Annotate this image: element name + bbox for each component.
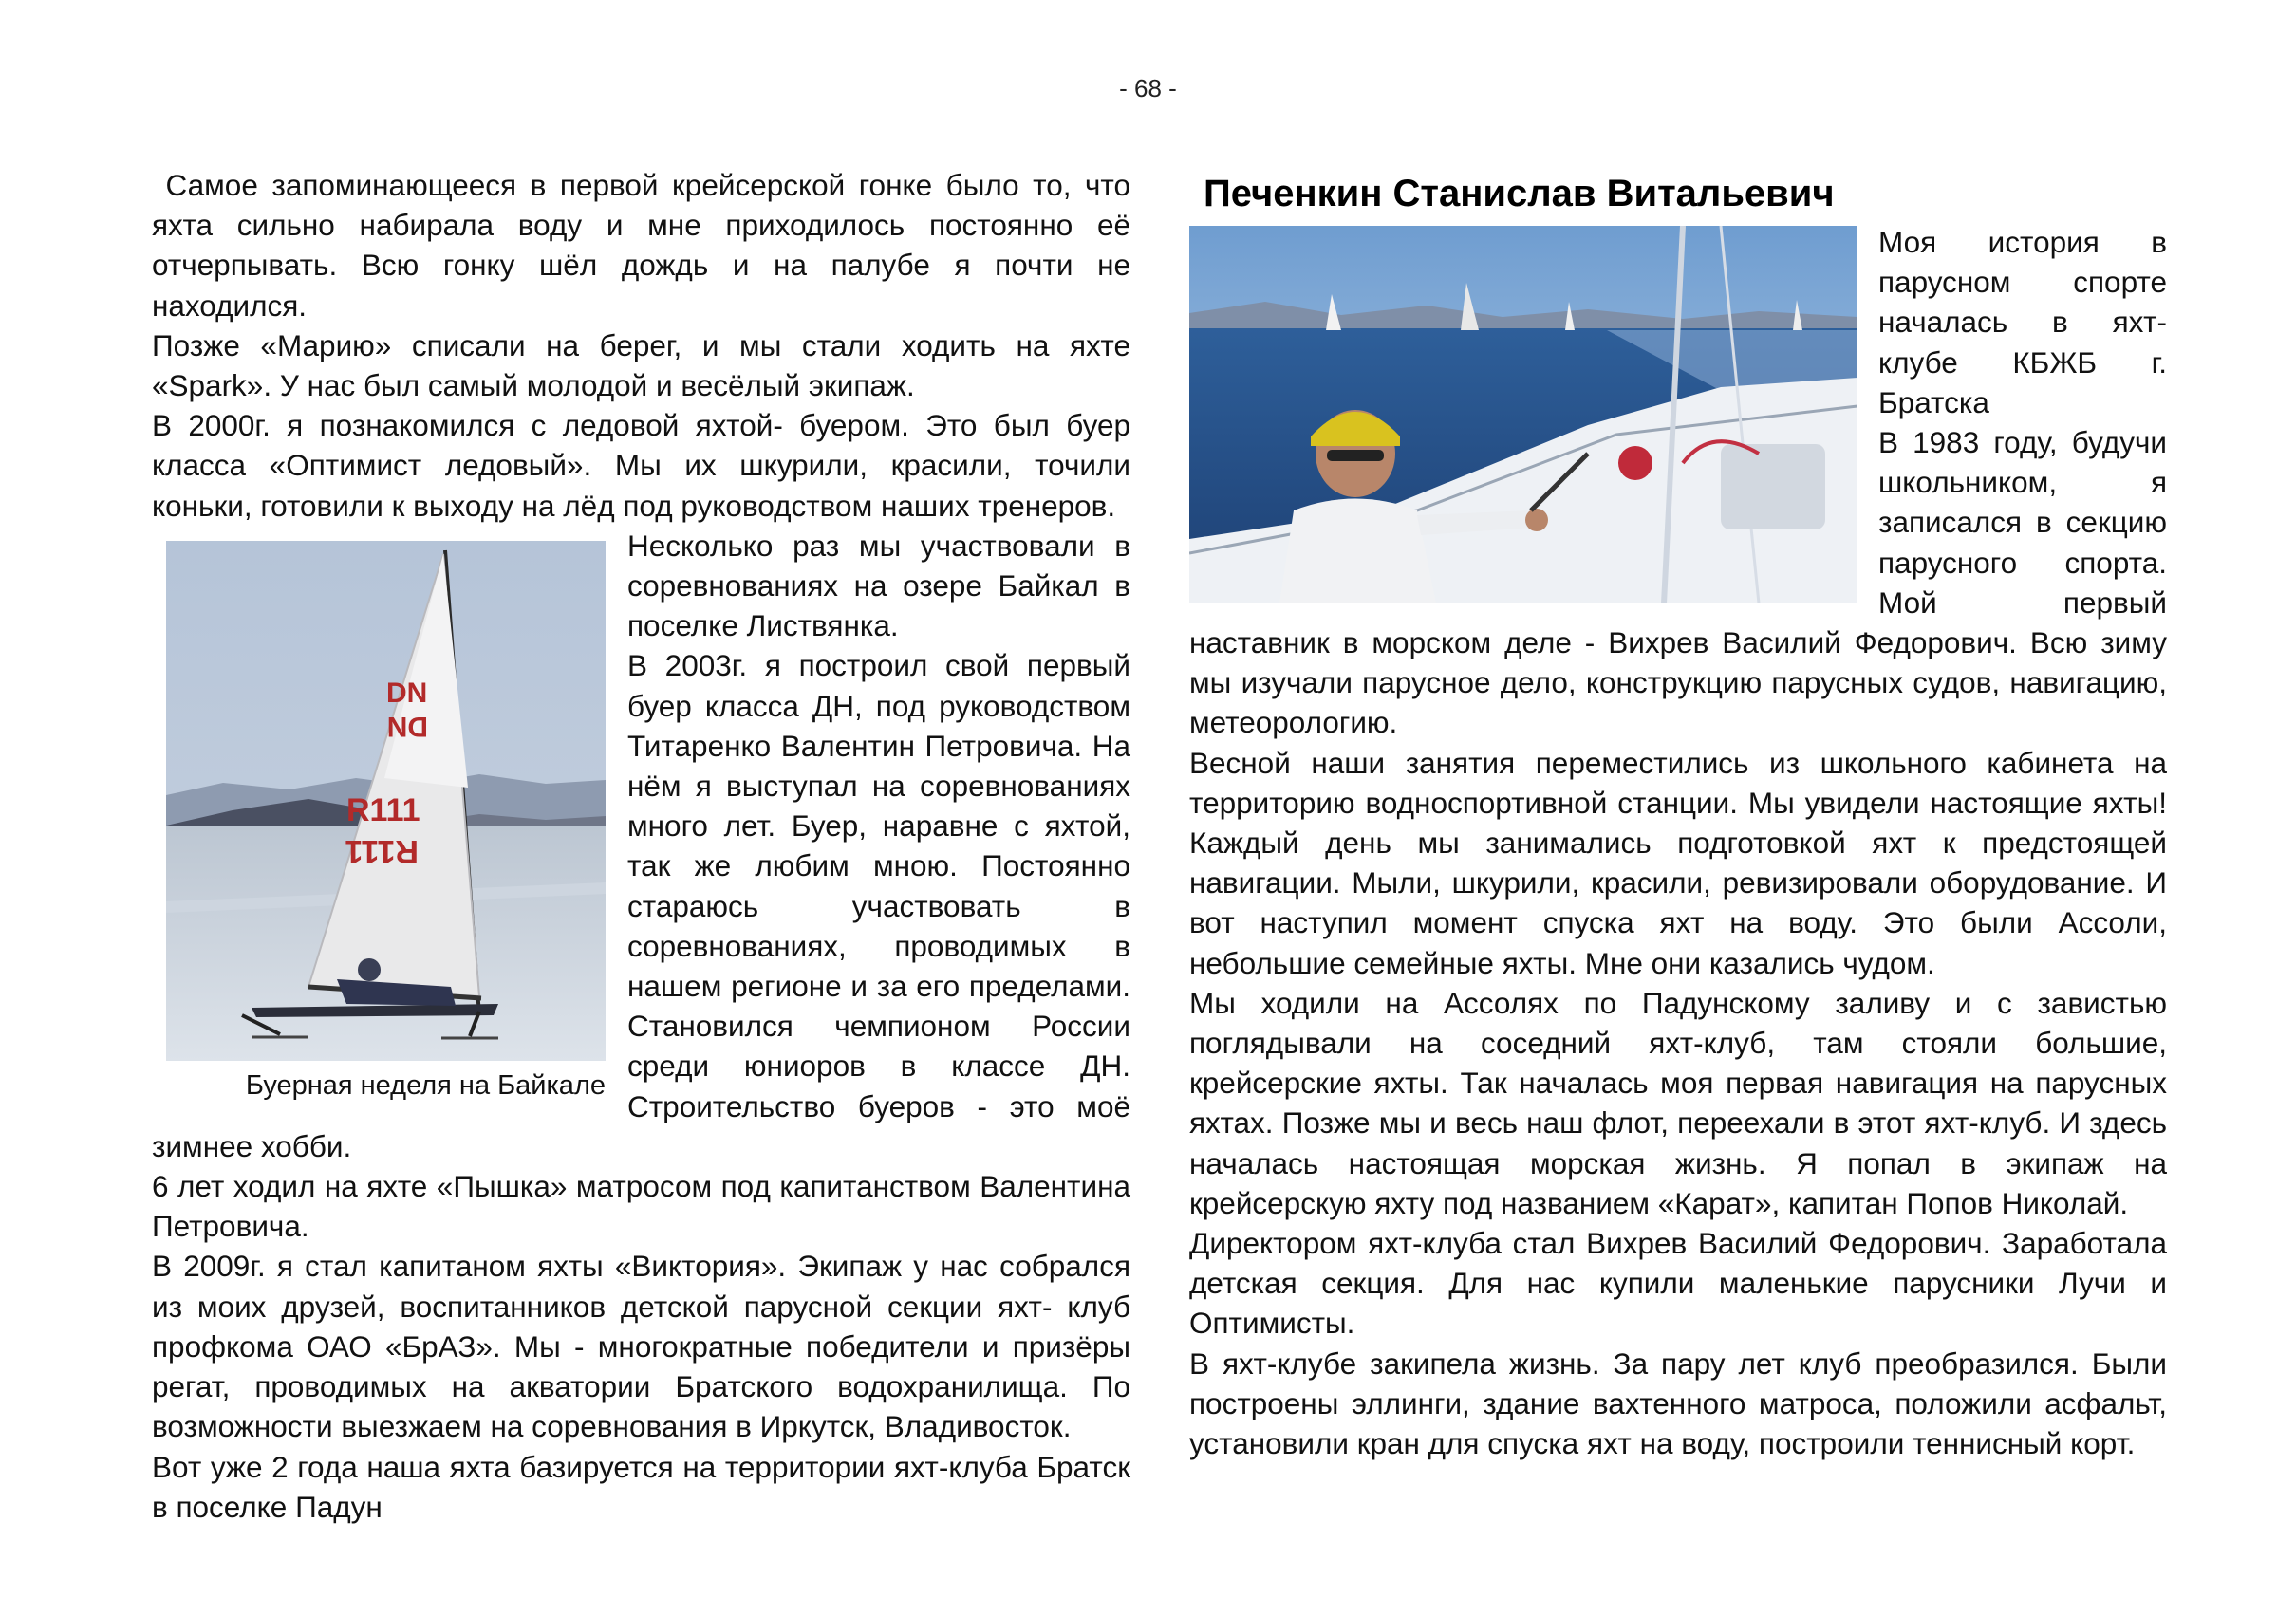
paragraph: В 2003г. я построил свой первый буер класса ДН, под руководством Титаренко Валентин Петровича. На нём я выступал на соревнованиях много лет. Буер, наравне с яхтой, так же любим мною. Постоянно стараюсь участвовать в соревнованиях, проводимых в нашем регионе и за его пределами. Становился чемпионом России среди юниоров в классе ДН. Строительство буеров - это моё зимнее хобби. (152, 648, 1130, 1163)
sail-mark-dn: DN (386, 677, 428, 709)
paragraph: Весной наши занятия переместились из школьного кабинета на территорию водноспортивной станции. Мы увидели настоящие яхты! Каждый день мы занимались подготовкой яхт к предстоящей навигации. Мыли, шкурили, красили, ревизировали оборудование. И вот наступил момент спуска яхт на воду. Это были Ассоли, небольшие семейные яхты. Мне они казались чудом. (1189, 745, 2167, 980)
sailor-figure (1189, 226, 1857, 603)
sail-mark-number: R111 (346, 791, 420, 828)
right-column (1189, 165, 2167, 1463)
paragraph: В яхт-клубе закипела жизнь. За пару лет клуб преобразился. Были построены эллинги, здание вахтенного матроса, положили асфальт, установили кран для спуска яхт на воду, построили теннисный корт. (1189, 1346, 2167, 1461)
page-number: - 68 - (1119, 74, 1177, 102)
sail-mark-dn-mirror: DN (386, 710, 428, 742)
paragraph: Моя история в парусном спорте началась в яхт-клубе КБЖБ г. Братска (1878, 225, 2167, 419)
paragraph: Позже «Марию» списали на берег, и мы стали ходить на яхте «Spark». У нас был самый молодой и весёлый экипаж. (152, 327, 1130, 403)
sail-mark-number-mirror: R111 (345, 832, 419, 869)
paragraph: Несколько раз мы участвовали в соревнованиях на озере Байкал в поселке Листвянка. (627, 528, 1130, 643)
figure-caption: Буерная неделя на Байкале (245, 1069, 606, 1101)
paragraph: В 1983 году, будучи школьником, я записался в секцию парусного спорта. Мой первый наставник в морском деле - Вихрев Василий Федорович. Всю зиму мы изучали парусное дело, конструкцию парусных судов, навигацию, метеорологию. (1189, 425, 2167, 740)
iceboat-photo (166, 541, 606, 1061)
paragraph: В 2000г. я познакомился с ледовой яхтой- буером. Это был буер класса «Оптимист ледовый». Мы их шкурили, красили, точили коньки, готовили к выходу на лёд под руководством наших тренеров. (152, 408, 1130, 523)
iceboat-figure (166, 541, 606, 1105)
paragraph: Мы ходили на Ассолях по Падунскому заливу и с завистью поглядывали на соседний яхт-клуб, там стояли большие, крейсерские яхты. Так началась моя первая навигация на парусных яхтах. Позже мы и весь наш флот, переехали в этот яхт-клуб. И здесь началась настоящая морская жизнь. Я попал в экипаж на крейсерскую яхту под названием «Карат», капитан Попов Николай. (1189, 985, 2167, 1220)
author-title: Печенкин Станислав Витальевич (1204, 173, 1835, 214)
left-column (152, 165, 1130, 1527)
paragraph: Вот уже 2 года наша яхта базируется на территории яхт-клуба Братск в поселке Падун (152, 1449, 1130, 1524)
sailor-photo (1189, 226, 1857, 603)
paragraph: В 2009г. я стал капитаном яхты «Виктория». Экипаж у нас собрался из моих друзей, воспитанников детской парусной секции яхт- клуб профкома ОАО «БрАЗ». Мы - многократные победители и призёры регат, проводимых на акватории Братского водохранилища. По возможности выезжаем на соревнования в Иркутск, Владивосток. (152, 1249, 1130, 1444)
paragraph: 6 лет ходил на яхте «Пышка» матросом под капитанством Валентина Петровича. (152, 1169, 1130, 1244)
paragraph: Директором яхт-клуба стал Вихрев Василий Федорович. Заработала детская секция. Для нас купили маленькие парусники Лучи и Оптимисты. (1189, 1226, 2167, 1341)
paragraph: Самое запоминающееся в первой крейсерской гонке было то, что яхта сильно набирала воду и мне приходилось постоянно её отчерпывать. Всю гонку шёл дождь и на палубе я почти не находился. (152, 168, 1130, 323)
